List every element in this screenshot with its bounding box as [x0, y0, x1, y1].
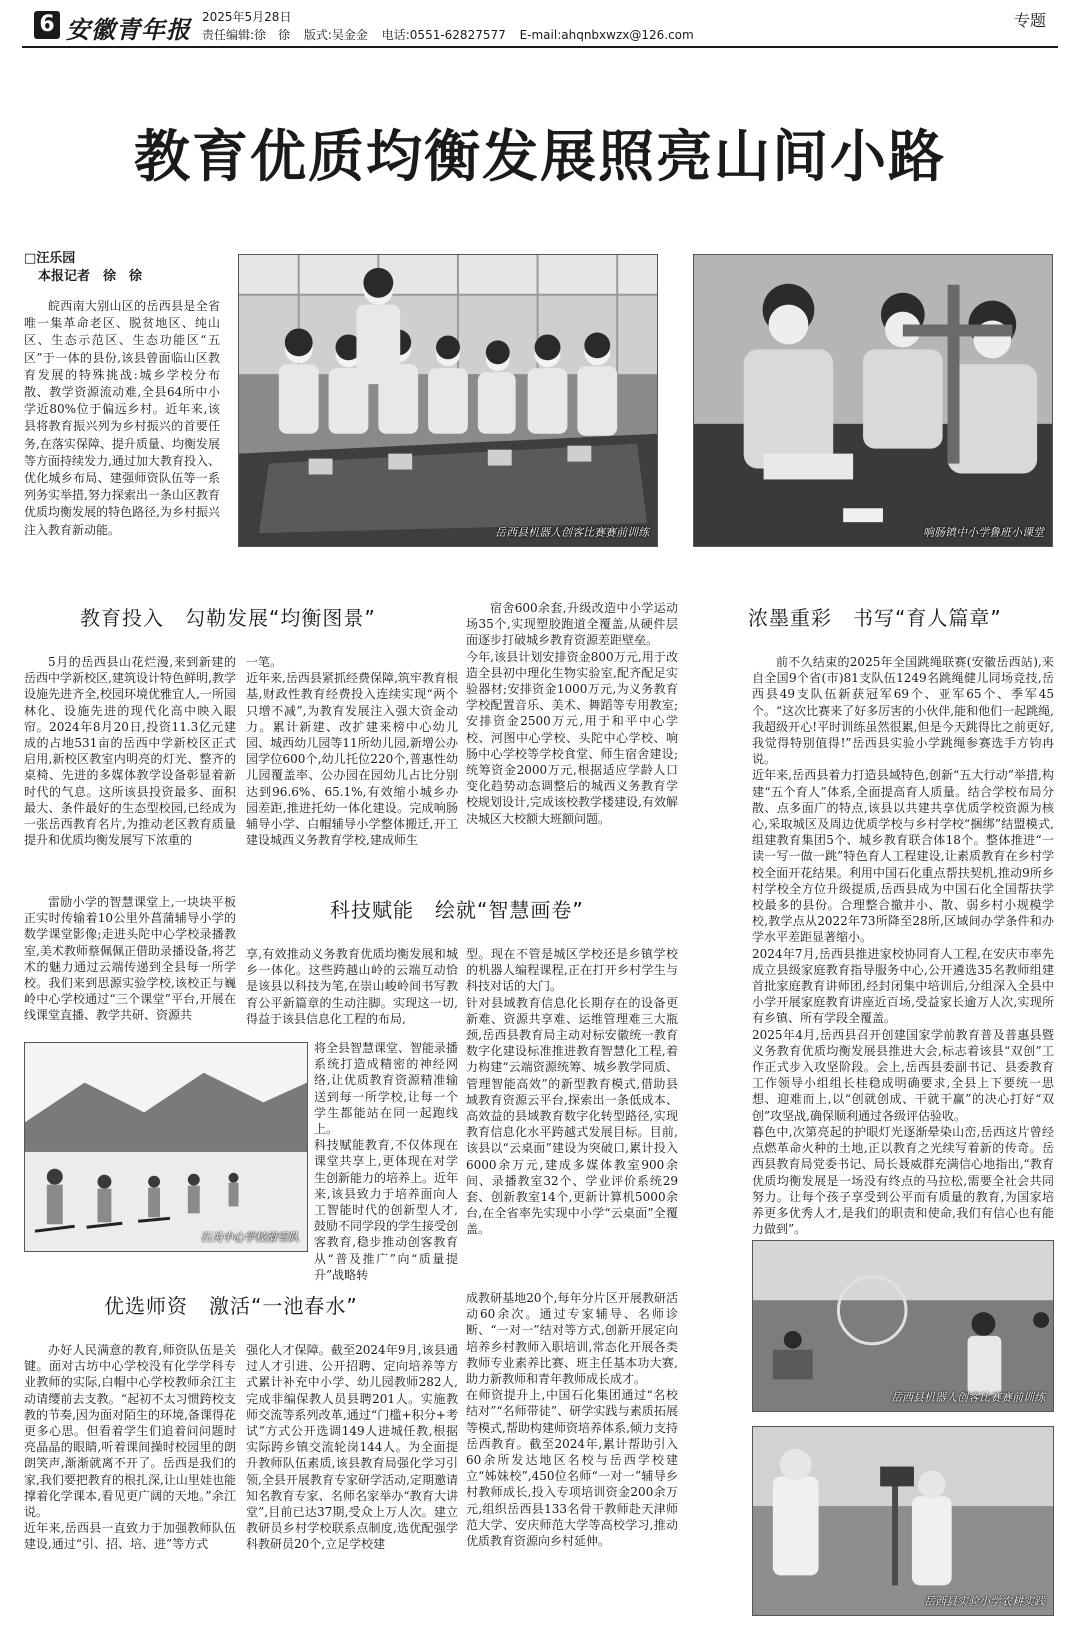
photo-caption: 岳西县机器人创客比赛赛前训练 — [495, 526, 649, 539]
carpentry-class-illustration — [694, 255, 1052, 546]
section-tag: 专题 — [1013, 11, 1046, 30]
robot-training-illustration — [239, 255, 657, 546]
ski-team-photo — [24, 1042, 308, 1252]
editor-credit: 责任编辑:徐 徐 — [202, 28, 291, 42]
photo-caption: 岳西县机器人创客比赛赛前训练 — [891, 1391, 1045, 1404]
page-number: 6 — [34, 11, 60, 39]
intro-paragraph: 皖西南大别山区的岳西县是全省唯一集革命老区、脱贫地区、纯山区、生态示范区、生态功能区“五区”于一体的县份,该县曾面临山区教育发展的特殊挑战:城乡学校分布散、教学资源流动难,全县64所中小学近80%位于偏远乡村。近年来,该县将教育振兴列为乡村振兴的首要任务,在落实保障、提升质量、均衡发展等方面持续发力,通过加大教育投入、优化城乡布局、建强师资队伍等一系列务实举措,努力探索出一条山区教育优质均衡发展的特色路径,为乡村振兴注入教育新动能。 — [24, 299, 220, 537]
teachers-column-2 — [246, 1342, 458, 1612]
section-heading-technology: 科技赋能 绘就“智慧画卷” — [330, 898, 584, 922]
reporter: 本报记者 徐 徐 — [38, 269, 143, 284]
investment-paragraph: 5月的岳西县山花烂漫,来到新建的岳西中学新校区,建筑设计特色鲜明,教学设施先进齐全,校园环境优雅宜人,一所园林化、设施先进的现代化高中映入眼帘。2024年8月20日,投资11.3亿元建成的占地531亩的岳西中学新校区正式启用,新校区教室内明亮的灯光、整齐的桌椅、先进的多媒体教学设备彰显着新时代的气息。这所该县投资最多、面积最大、条件最好的生态型校园,已经成为一张岳西教育名片,为推动老区教育质量提升和优质均衡发展写下浓重的 — [24, 655, 236, 848]
teachers-column-1 — [24, 1342, 236, 1612]
photo-caption: 响肠镇中小学鲁班小课堂 — [923, 526, 1044, 539]
teachers-paragraph: 办好人民满意的教育,师资队伍是关键。面对古坊中心学校没有化学学科专业教师的实际,白帽中心学校教师余江主动请缨前去支教。“起初不太习惯跨校支教的节奏,因为面对陌生的环境,备课得花更多心思。但看着学生们追着问问题时亮晶晶的眼睛,听着课间操时校园里的朗朗笑声,渐渐就离不开了。岳西是我们的家,我们要把教育的根扎深,让山里娃也能撑着化学课本,看见更广阔的天地。”余江说。 近年来,岳西县一直致力于加强教师队伍建设,通过“引、招、培、进”等方式 — [24, 1343, 236, 1552]
robot-training-photo — [238, 254, 658, 547]
technology-column-3 — [466, 946, 678, 1252]
farm-practice-illustration — [753, 1427, 1053, 1615]
teachers-paragraph: 成教研基地20个,每年分片区开展教研活动60余次。通过专家辅导、名师诊断、“一对一”结对等方式,创新开展定向培养乡村教师入职培训,常态化开展各类教师专业素养比赛、班主任基本功大赛,助力新教师和青年教师成长成才。 在师资提升上,中国石化集团通过“名校结对”“名师带徒”、研学实践与素质拓展等模式,帮助构建师资培养体系,倾力支持岳西教育。截至2024年,累计帮助引入60余所发达地区名校与岳西学校建立“姊妹校”,450位名师“一对一”辅导乡村教师成长,投入专项培训资金200余万元,组织岳西县133名骨干教师赴天津师范大学、安庆师范大学等高校学习,推动优质教育资源向乡村延伸。 — [466, 1291, 678, 1549]
investment-paragraph: 一笔。 近年来,岳西县紧抓经费保障,筑牢教育根基,财政性教育经费投入连续实现“两个只增不减”,为教育发展注入强大资金动力。累计新建、改扩建来榜中心幼儿园、城西幼儿园等11所幼儿园,新增公办园学位600个,幼儿托位220个,普惠性幼儿园覆盖率、公办园在园幼儿占比分别达到96.6%、65.1%,有效缩小城乡办园差距,推进托幼一体化建设。完成响肠辅导小学、白帽辅导小学整体搬迁,开工建设城西义务教育学校,建成师生 — [246, 655, 458, 848]
investment-paragraph: 宿舍600余套,升级改造中小学运动场35个,实现塑胶跑道全覆盖,从硬件层面逐步打破城乡教育资源差距壁垒。 今年,该县计划安排资金800万元,用于改造全县初中理化生物实验室,配齐配足实验器材;安排资金1000万元,为义务教育学校配置音乐、美术、舞蹈等专用教室;安排资金2500万元,用于和平中心学校、河图中心学校、头陀中心学校、响肠中心学校等学校食堂、师生宿舍建设;统筹资金2000万元,根据适应学龄人口变化趋势动态调整后的城西义务教育学校规划设计,完成该校教学楼建设,有效解决城区大校额大班额问题。 — [466, 601, 678, 826]
investment-column-3 — [466, 600, 678, 854]
email-info: E-mail:ahqnbxwzx@126.com — [519, 28, 694, 42]
robot-training-2-illustration — [753, 1241, 1053, 1411]
header-rule — [22, 46, 1058, 48]
teachers-paragraph: 强化人才保障。截至2024年9月,该县通过人才引进、公开招聘、定向培养等方式累计补充中小学、幼儿园教师282人,完成非编保教人员县聘201人。实施教师交流等系列改革,通过“门槛+积分+考试”方式公开选调149人进城任教,根据实际跨乡镇交流轮岗144人。为全面提升教师队伍素质,该县教育局强化学习引领,全县开展教育专家研学活动,定期邀请知名教育专家、名师名家举办“教育大讲堂”,目前已达37期,受众上万人次。建立教研员乡村学校联系点制度,选优配强学科教研员20个,立足学校建 — [246, 1343, 458, 1552]
cultivation-column — [752, 654, 1054, 1237]
photo-caption: 岳西县实验小学农耕实践 — [924, 1595, 1045, 1608]
carpentry-class-photo — [693, 254, 1053, 547]
investment-column-2 — [246, 654, 458, 854]
technology-column-2-bottom — [314, 1040, 459, 1282]
teachers-column-3 — [466, 1290, 678, 1612]
farm-practice-photo — [752, 1426, 1054, 1616]
issue-date: 2025年5月28日 — [202, 10, 292, 24]
robot-training-photo-2 — [752, 1240, 1054, 1412]
photo-caption: 石关中心学校滑雪队 — [200, 1231, 299, 1244]
section-heading-cultivation: 浓墨重彩 书写“育人篇章” — [748, 606, 1002, 630]
phone-info: 电话:0551-62827577 — [381, 28, 506, 42]
technology-paragraph: 将全县智慧课堂、智能录播系统打造成精密的神经网络,让优质教育资源精准输送到每一所学校,让每一个学生都能站在同一起跑线上。 科技赋能教育,不仅体现在课堂共享上,更体现在对学生创新能力的培养上。近年来,该县致力于培养面向人工智能时代的创新型人才,鼓励不同学段的学生接受创客教育,稳步推动创客教育从“普及推广”向“质量提升”战略转 — [314, 1041, 459, 1282]
editorial-info — [202, 26, 704, 43]
section-heading-teachers: 优选师资 激活“一池春水” — [104, 1294, 358, 1318]
paper-name-logo: 安徽青年报 — [66, 15, 191, 44]
designer-credit: 版式:吴金金 — [303, 28, 368, 42]
byline — [24, 250, 142, 286]
investment-column-1 — [24, 654, 236, 854]
masthead — [22, 6, 1058, 46]
cultivation-paragraph: 前不久结束的2025年全国跳绳联赛(安徽岳西站),来自全国9个省(市)81支队伍1249名跳绳健儿同场竞技,岳西县49支队伍新获冠军69个、亚军65个、季军45个。“这次比赛来了好多厉害的小伙伴,能和他们一起跳绳,我超级开心!平时训练虽然很累,但是今天跳得比之前更好,我觉得特别值得!”岳西县实验小学跳绳参赛选手方钧冉说。 近年来,岳西县着力打造县域特色,创新“五大行动”举措,构建“五个育人”体系,全面提高育人质量。结合学校布局分散、点多面广的特点,该县以共建共享优质学校资源为核心,采取城区及周边优质学校与乡村学校“捆绑”结盟模式,组建教育集团5个、城乡教育联合体18个。整体推进“一读一写一做一跳”特色育人工程建设,让素质教育在乡村学校全面开花结果。利用中国石化重点帮扶契机,推动9所乡村学校全方位升级提质,岳西县成为中国石化全国帮扶学校最多的县份。合理整合撤并小、散、弱乡村小规模学校,教学点从2022年73所降至28所,区域间办学条件和办学水平差距显著缩小。 2024年7月,岳西县推进家校协同育人工程,在安庆市率先成立县级家庭教育指导服务中心,公开遴选35名教师组建首批家庭教育讲师团,经封闭集中培训后,分组深入全县中小学开展家庭教育讲座近百场,受益家长逾万人次,实现所有乡镇、所有学段全覆盖。 2025年4月,岳西县召开创建国家学前教育普及普惠县暨义务教育优质均衡发展县推进大会,标志着该县“双创”工作正式步入攻坚阶段。会上,岳西县委副书记、县委教育工作领导小组组长桂稳成明确要求,全县上下要统一思想、迎难而上,以“创就创成、干就干赢”的决心打好“双创”攻坚战,确保顺利通过各级评估验收。 暮色中,次第亮起的护眼灯光逐渐晕染山峦,岳西这片曾经点燃革命火种的土地,正以教育之光续写着新的传奇。岳西县教育局党委书记、局长聂威群充满信心地指出,“教育优质均衡发展是一场没有终点的马拉松,需要全社会共同努力。让每个孩子享受到公平而有质量的教育,为国家培养更多优秀人才,是我们的职责和使命,我们有信心也有能力做到”。 — [752, 655, 1054, 1237]
technology-paragraph: 享,有效推动义务教育优质均衡发展和城乡一体化。这些跨越山岭的云端互动恰是该县以科技为笔,在崇山峻岭间书写教育公平新篇章的生动注脚。实现这一切,得益于该县信息化工程的布局, — [246, 947, 458, 1026]
section-heading-investment: 教育投入 勾勒发展“均衡图景” — [80, 606, 376, 630]
ski-team-illustration — [25, 1043, 307, 1251]
author: □汪乐园 — [24, 251, 76, 266]
technology-paragraph: 雷励小学的智慧课堂上,一块块平板正实时传输着10公里外菖蒲辅导小学的数学课堂影像;走进头陀中心学校录播教室,美术教师蔡佩佩正借助录播设备,将艺术的魅力通过云端传递到全县每一所学校。我们来到思源实验学校,该校正与巍岭中心学校通过“三个课堂”平台,开展在线课堂直播、教学共研、资源共 — [24, 895, 236, 1023]
technology-column-1 — [24, 894, 236, 1034]
technology-paragraph: 型。现在不管是城区学校还是乡镇学校的机器人编程课程,正在打开乡村学生与科技对话的大门。 针对县域教育信息化长期存在的设备更新难、资源共享难、运维管理难三大瓶颈,岳西县教育局主动对标安徽统一教育数字化建设标准推进教育智慧化工程,着力构建“云端资源统筹、城乡教学同质、管理智能高效”的新型教育模式,借助县域教育资源云平台,探索出一条低成本、高效益的县域教育数字化转型路径,实现教育信息化水平跨越式发展目标。目前,该县以“云桌面”建设为突破口,累计投入6000余万元,建成多媒体教室900余间、录播教室32个、学业评价系统29套、创新教室14个,更新计算机5000余台,在全省率先实现中小学“云桌面”全覆盖。 — [466, 947, 678, 1237]
technology-column-2-top — [246, 946, 458, 1036]
main-headline: 教育优质均衡发展照亮山间小路 — [134, 124, 946, 190]
